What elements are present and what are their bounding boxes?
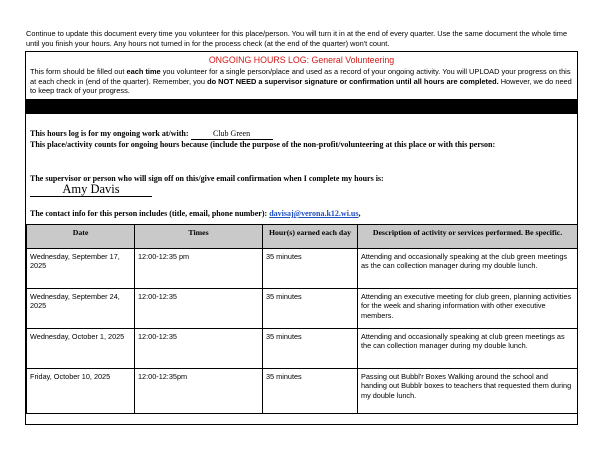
- table-row: [27, 289, 578, 329]
- ongoing-work-value[interactable]: Club Green: [191, 129, 273, 140]
- cell-hours[interactable]: 35 minutes: [263, 369, 358, 414]
- contact-suffix: ,: [358, 209, 361, 218]
- hours-table: [26, 224, 578, 414]
- ongoing-work-field: [30, 129, 575, 140]
- cell-time[interactable]: 12:00-12:35pm: [135, 369, 263, 414]
- cell-time[interactable]: 12:00-12:35: [135, 289, 263, 329]
- col-header-hours: Hour(s) earned each day: [263, 225, 358, 249]
- instr-text: you volunteer for a single person/place and used as a record of your ongoing activity. You will UPLOAD your progress on this at each check in (end of the quarter). Remember, you: [30, 67, 571, 86]
- instr-bold: each time: [126, 67, 161, 76]
- purpose-label: This place/activity counts for ongoing hours because (include the purpose of the non-profit/volunteering at this place or with this person:: [30, 140, 496, 149]
- instr-bold: do NOT NEED a supervisor signature or confirmation until all hours are completed.: [207, 76, 499, 86]
- cell-date[interactable]: Wednesday, September 17, 2025: [27, 249, 135, 289]
- cell-hours[interactable]: 35 minutes: [263, 249, 358, 289]
- table-row: [27, 369, 578, 414]
- cell-time[interactable]: 12:00-12:35: [135, 329, 263, 369]
- cell-hours[interactable]: 35 minutes: [263, 289, 358, 329]
- contact-field: [30, 209, 575, 219]
- instr-text: However, we do need to keep track of your progress.: [30, 76, 572, 96]
- table-row: [27, 329, 578, 369]
- cell-description[interactable]: Attending and occasionally speaking at the club green meetings as the can collection manager during my double lunch.: [358, 249, 578, 289]
- table-row: [27, 249, 578, 289]
- cell-description[interactable]: Attending and occasionally speaking at club green meetings as the can collection manager during my double lunch.: [358, 329, 578, 369]
- intro-instructions: Continue to update this document every time you volunteer for this place/person. You will turn it in at the end of every quarter. Use the same document the whole time until you finish your hours. Any hours not turned in for the process check (at the end of the quarter) won't count.: [26, 29, 568, 48]
- contact-email-link[interactable]: davisaj@verona.k12.wi.us: [269, 209, 359, 218]
- instr-text: This form should be filled out: [30, 67, 127, 76]
- supervisor-label: The supervisor or person who will sign off on this/give email confirmation when I complete my hours is:: [30, 174, 384, 183]
- supervisor-value[interactable]: Amy Davis: [30, 182, 152, 197]
- form-title: ONGOING HOURS LOG: General Volunteering: [208, 55, 395, 65]
- cell-hours[interactable]: 35 minutes: [263, 329, 358, 369]
- cell-date[interactable]: Friday, October 10, 2025: [27, 369, 135, 414]
- cell-time[interactable]: 12:00-12:35 pm: [135, 249, 263, 289]
- ongoing-work-label: This hours log is for my ongoing work at/with:: [30, 129, 189, 138]
- table-header-row: [27, 225, 578, 249]
- cell-date[interactable]: Wednesday, September 24, 2025: [27, 289, 135, 329]
- col-header-description: Description of activity or services performed. Be specific.: [358, 225, 578, 249]
- hours-log-form: [25, 51, 578, 425]
- cell-description[interactable]: Passing out Bubbl'r Boxes Walking around the school and handing out Bubblr boxes to teachers that requested them during my double lunch.: [358, 369, 578, 414]
- col-header-times: Times: [135, 225, 263, 249]
- cell-description[interactable]: Attending an executive meeting for club green, planning activities for the week and sharing information with other executive members.: [358, 289, 578, 329]
- col-header-date: Date: [27, 225, 135, 249]
- cell-date[interactable]: Wednesday, October 1, 2025: [27, 329, 135, 369]
- form-instructions: [30, 67, 575, 96]
- contact-label: The contact info for this person includes (title, email, phone number):: [30, 209, 268, 218]
- section-divider: [26, 99, 577, 114]
